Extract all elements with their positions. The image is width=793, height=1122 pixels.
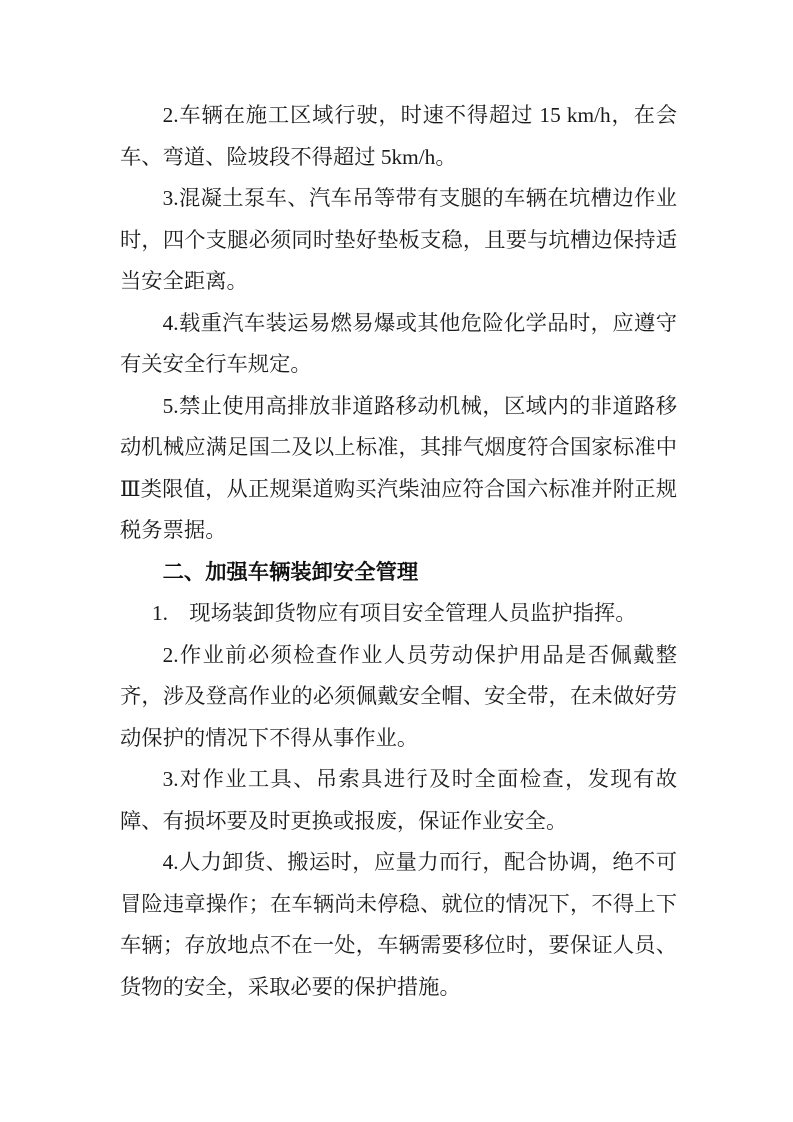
paragraph-hazardous-cargo: 4.载重汽车装运易燃易爆或其他危险化学品时，应遵守有关安全行车规定。 [120, 310, 677, 376]
paragraph-manual-handling: 4.人力卸货、搬运时，应量力而行，配合协调，绝不可冒险违章操作；在车辆尚未停稳、就位的情况下，不得上下车辆；存放地点不在一处，车辆需要移位时，要保证人员、货物的安全，采取必要的保护措施。 [120, 850, 677, 999]
paragraph-driving-speed: 2.车辆在施工区域行驶，时速不得超过 15 km/h，在会车、弯道、险坡段不得超过 5km/h。 [120, 103, 677, 169]
paragraph-ppe-check: 2.作业前必须检查作业人员劳动保护用品是否佩戴整齐，涉及登高作业的必须佩戴安全帽、安全带，在未做好劳动保护的情况下不得从事作业。 [120, 642, 677, 750]
document-body [120, 95, 677, 1008]
paragraph-onsite-supervision: 1. 现场装卸货物应有项目安全管理人员监护指挥。 [152, 601, 637, 625]
paragraph-tool-inspection: 3.对作业工具、吊索具进行及时全面检查，发现有故障、有损坏要及时更换或报废，保证作业安全。 [120, 767, 677, 833]
paragraph-outrigger-vehicles: 3.混凝土泵车、汽车吊等带有支腿的车辆在坑槽边作业时，四个支腿必须同时垫好垫板支稳，且要与坑槽边保持适当安全距离。 [120, 186, 677, 293]
paragraph-emission-machinery: 5.禁止使用高排放非道路移动机械，区域内的非道路移动机械应满足国二及以上标准，其排气烟度符合国家标准中Ⅲ类限值，从正规渠道购买汽柴油应符合国六标准并附正规税务票据。 [120, 393, 677, 542]
section-heading-loading-safety: 二、加强车辆装卸安全管理 [162, 559, 419, 584]
